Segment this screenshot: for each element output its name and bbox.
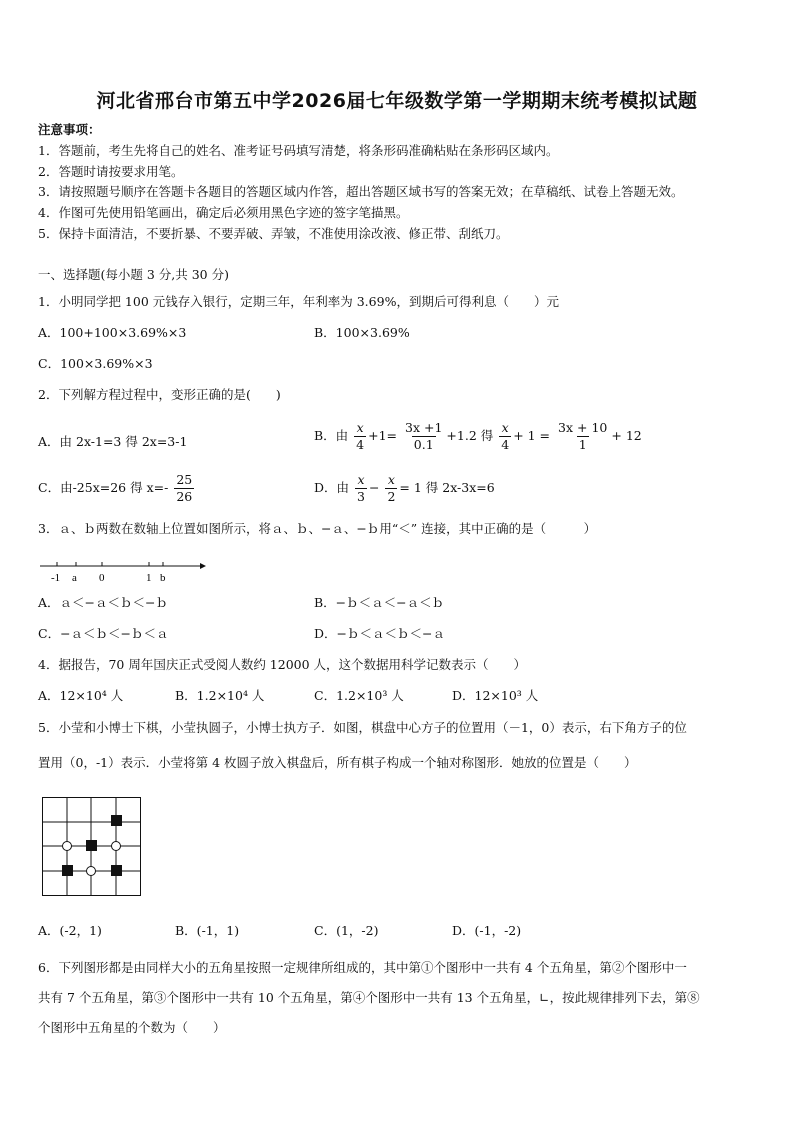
q6-stem: 共有 7 个五角星，第③个图形中一共有 10 个五角星，第④个图形中一共有 13 个五角星，∟，按此规律排列下去，第⑧ [38,990,700,1005]
q4-stem: 4．据报告，70 周年国庆正式受阅人数约 12000 人，这个数据用科学记数表示（ ） [38,657,527,672]
denominator: 2 [387,489,396,504]
denominator: 1 [578,437,587,452]
q2-b-text: + 1 = [513,428,551,443]
notice-item: 2．答题时请按要求用笔。 [38,164,184,179]
q4-option-b: B．1.2×10⁴ 人 [175,688,265,703]
numerator: x [357,472,365,487]
numerator: 3x +1 [405,420,443,435]
arrow-icon [200,563,206,569]
fraction [174,472,194,505]
square-piece [111,865,122,876]
square-piece [86,840,97,851]
q2-c-prefix: C．由-25x=26 得 x=- [38,480,169,495]
tick-label: -1 [51,572,61,584]
numerator: x [501,420,509,435]
q2-b-text: +1.2 得 [446,428,494,443]
numerator: 3x + 10 [558,420,608,435]
denominator: 3 [357,489,365,504]
q6-stem: 6．下列图形都是由同样大小的五角星按照一定规律所组成的，其中第①个图形中一共有 4 个五角星，第②个图形中一 [38,960,687,975]
numerator: x [387,472,395,487]
q4-option-d: D．12×10³ 人 [452,688,539,703]
q3-stem: 3．ａ、ｂ两数在数轴上位置如图所示，将ａ、ｂ、−ａ、−ｂ用“＜” 连接，其中正确的是（ ） [38,521,597,536]
number-line-figure [40,558,210,586]
q1-option-b: B．100×3.69% [314,325,410,340]
notice-item: 4．作图可先使用铅笔画出，确定后必须用黑色字迹的签字笔描黑。 [38,205,409,220]
q2-option-d [314,472,495,505]
q1-option-a: A．100+100×3.69%×3 [38,325,187,340]
q2-option-b [314,420,642,453]
fraction [385,472,397,505]
q1-option-c: C．100×3.69%×3 [38,356,153,371]
page-title: 河北省邢台市第五中学2026届七年级数学第一学期期末统考模拟试题 [96,90,698,112]
notice-item: 5．保持卡面清洁，不要折暴、不要弄破、弄皱，不准使用涂改液、修正带、刮纸刀。 [38,226,509,241]
denominator: 0.1 [413,437,434,452]
notice-item: 1．答题前，考生先将自己的姓名、准考证号码填写清楚，将条形码准确粘贴在条形码区域内。 [38,143,559,158]
numerator: 25 [176,472,193,487]
section-heading: 一、选择题(每小题 3 分,共 30 分) [38,267,229,282]
q2-option-a: A．由 2x-1=3 得 2x=3-1 [38,434,188,449]
q5-stem: 置用（0，-1）表示．小莹将第 4 枚圆子放入棋盘后，所有棋子构成一个轴对称图形．她放的位置是（ ） [38,755,637,770]
square-piece [111,815,122,826]
fraction [403,420,444,453]
q1-stem: 1．小明同学把 100 元钱存入银行，定期三年，年利率为 3.69%，到期后可得利息（ ）元 [38,294,559,309]
q2-d-prefix: D．由 [314,480,350,495]
q2-d-text: − [368,480,380,495]
fraction [499,420,511,453]
tick-label: 0 [99,572,105,584]
q2-d-text: = 1 得 2x-3x=6 [399,480,495,495]
q4-option-a: A．12×10⁴ 人 [38,688,124,703]
q2-option-c [38,472,196,505]
fraction [354,420,366,453]
q2-b-text: + 12 [611,428,642,443]
notice-item: 3．请按照题号顺序在答题卡各题目的答题区域内作答，超出答题区域书写的答案无效；在草稿纸、试卷上答题无效。 [38,184,684,199]
q2-stem: 2．下列解方程过程中，变形正确的是( ) [38,387,281,402]
q5-option-a: A．(-2，1) [38,923,102,938]
q3-option-c: C．−ａ＜ｂ＜−ｂ＜ａ [38,626,169,641]
q5-option-d: D．(-1，-2) [452,923,522,938]
q2-b-text: +1= [368,428,398,443]
fraction [355,472,367,505]
tick-label: b [160,572,166,584]
q4-option-c: C．1.2×10³ 人 [314,688,404,703]
q5-stem: 5．小莹和小博士下棋，小莹执圆子，小博士执方子．如图，棋盘中心方子的位置用（－1，0）表示，右下角方子的位 [38,720,687,735]
denominator: 4 [356,437,365,452]
q6-stem: 个图形中五角星的个数为（ ） [38,1020,226,1035]
fraction [556,420,609,453]
q2-b-prefix: B．由 [314,428,349,443]
denominator: 4 [501,437,510,452]
square-piece [62,865,73,876]
chessboard-figure [42,797,142,897]
denominator: 26 [176,489,193,504]
round-piece [112,842,121,851]
round-piece [87,867,96,876]
round-piece [63,842,72,851]
q3-option-a: A．ａ＜−ａ＜ｂ＜−ｂ [38,595,168,610]
q3-option-b: B．−ｂ＜ａ＜−ａ＜ｂ [314,595,445,610]
tick-label: a [72,572,77,584]
tick-label: 1 [146,572,152,584]
q5-option-c: C．(1，-2) [314,923,379,938]
numerator: x [356,420,364,435]
q5-option-b: B．(-1，1) [175,923,240,938]
notice-heading: 注意事项： [38,122,101,137]
q3-option-d: D．−ｂ＜ａ＜ｂ＜−ａ [314,626,445,641]
